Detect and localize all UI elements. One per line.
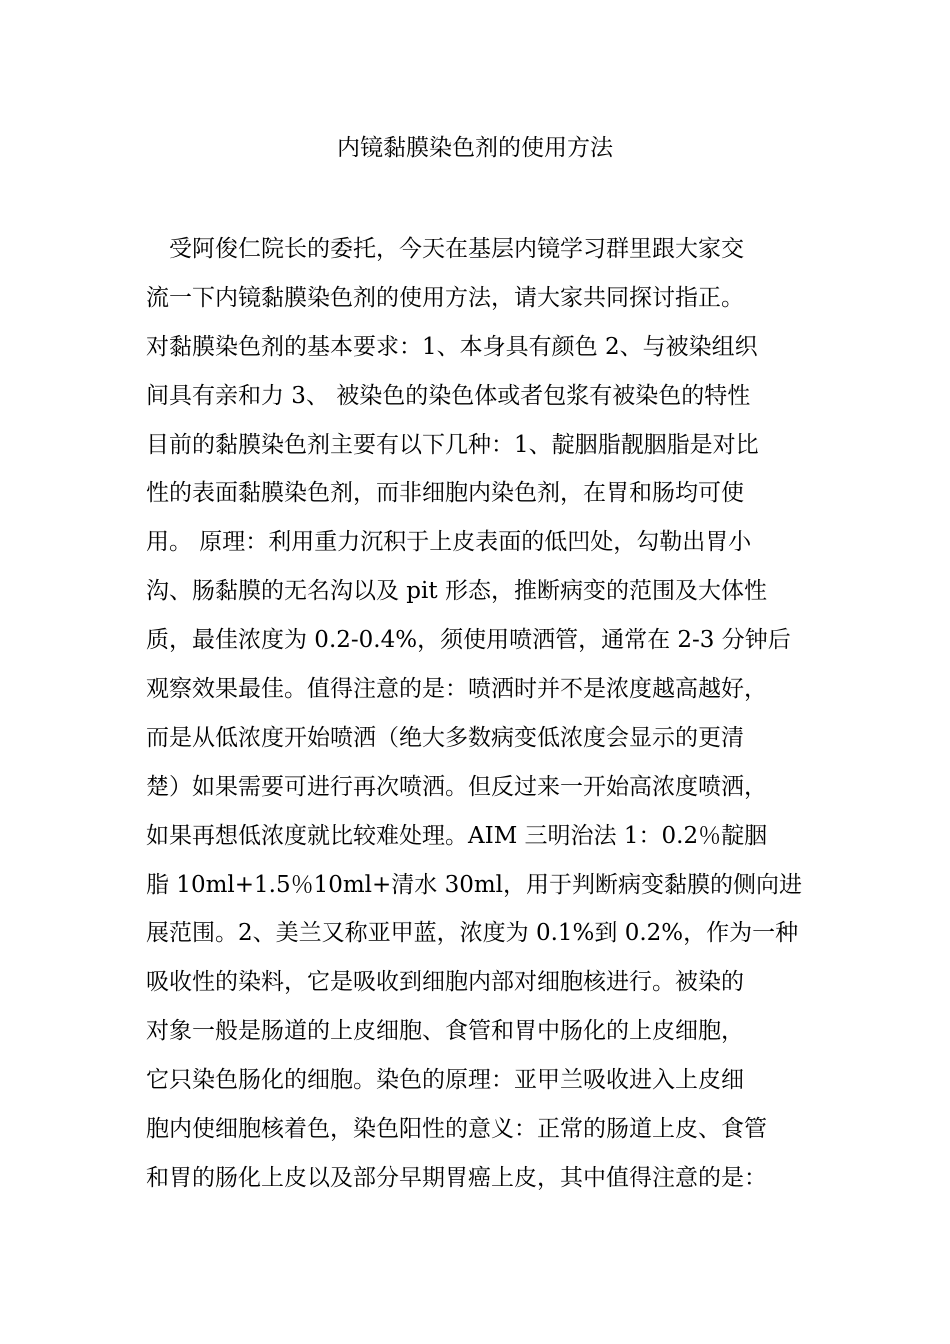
text-line: 观察效果最佳。值得注意的是：喷洒时并不是浓度越高越好， bbox=[146, 676, 767, 703]
text-line: 间具有亲和力 3、 被染色的染色体或者包浆有被染色的特性 bbox=[146, 382, 751, 409]
text-line: 吸收性的染料，它是吸收到细胞内部对细胞核进行。被染的 bbox=[146, 969, 744, 996]
text-line: 对黏膜染色剂的基本要求：1、本身具有颜色 2、与被染组织 bbox=[146, 333, 758, 360]
text-line: 如果再想低浓度就比较难处理。AIM 三明治法 1：0.2％靛胭 bbox=[146, 822, 768, 849]
text-line: 对象一般是肠道的上皮细胞、食管和胃中肠化的上皮细胞， bbox=[146, 1018, 744, 1045]
text-line: 用。 原理：利用重力沉积于上皮表面的低凹处，勾勒出胃小 bbox=[146, 529, 752, 556]
text-line: 质，最佳浓度为 0.2-0.4%，须使用喷洒管，通常在 2-3 分钟后 bbox=[146, 627, 791, 654]
text-line: 沟、肠黏膜的无名沟以及 pit 形态，推断病变的范围及大体性 bbox=[146, 578, 767, 605]
document-title: 内镜黏膜染色剂的使用方法 bbox=[337, 135, 613, 161]
text-line: 受阿俊仁院长的委托，今天在基层内镜学习群里跟大家交 bbox=[146, 236, 744, 262]
text-line: 性的表面黏膜染色剂，而非细胞内染色剂，在胃和肠均可使 bbox=[146, 480, 744, 507]
text-line: 和胃的肠化上皮以及部分早期胃癌上皮，其中值得注意的是： bbox=[146, 1164, 767, 1191]
text-line: 流一下内镜黏膜染色剂的使用方法，请大家共同探讨指正。 bbox=[146, 284, 744, 311]
text-line: 楚）如果需要可进行再次喷洒。但反过来一开始高浓度喷洒， bbox=[146, 773, 767, 800]
text-line: 而是从低浓度开始喷洒（绝大多数病变低浓度会显示的更清 bbox=[146, 724, 744, 751]
text-line: 脂 10ml+1.5％10ml+清水 30ml，用于判断病变黏膜的侧向进 bbox=[146, 871, 803, 898]
text-line: 它只染色肠化的细胞。染色的原理：亚甲兰吸收进入上皮细 bbox=[146, 1067, 744, 1094]
text-line: 目前的黏膜染色剂主要有以下几种：1、靛胭脂靓胭脂是对比 bbox=[146, 431, 759, 458]
text-line: 胞内使细胞核着色，染色阳性的意义：正常的肠道上皮、食管 bbox=[146, 1116, 767, 1143]
text-line: 展范围。2、美兰又称亚甲蓝，浓度为 0.1%到 0.2%，作为一种 bbox=[146, 920, 799, 947]
body-paragraph bbox=[146, 229, 826, 1207]
